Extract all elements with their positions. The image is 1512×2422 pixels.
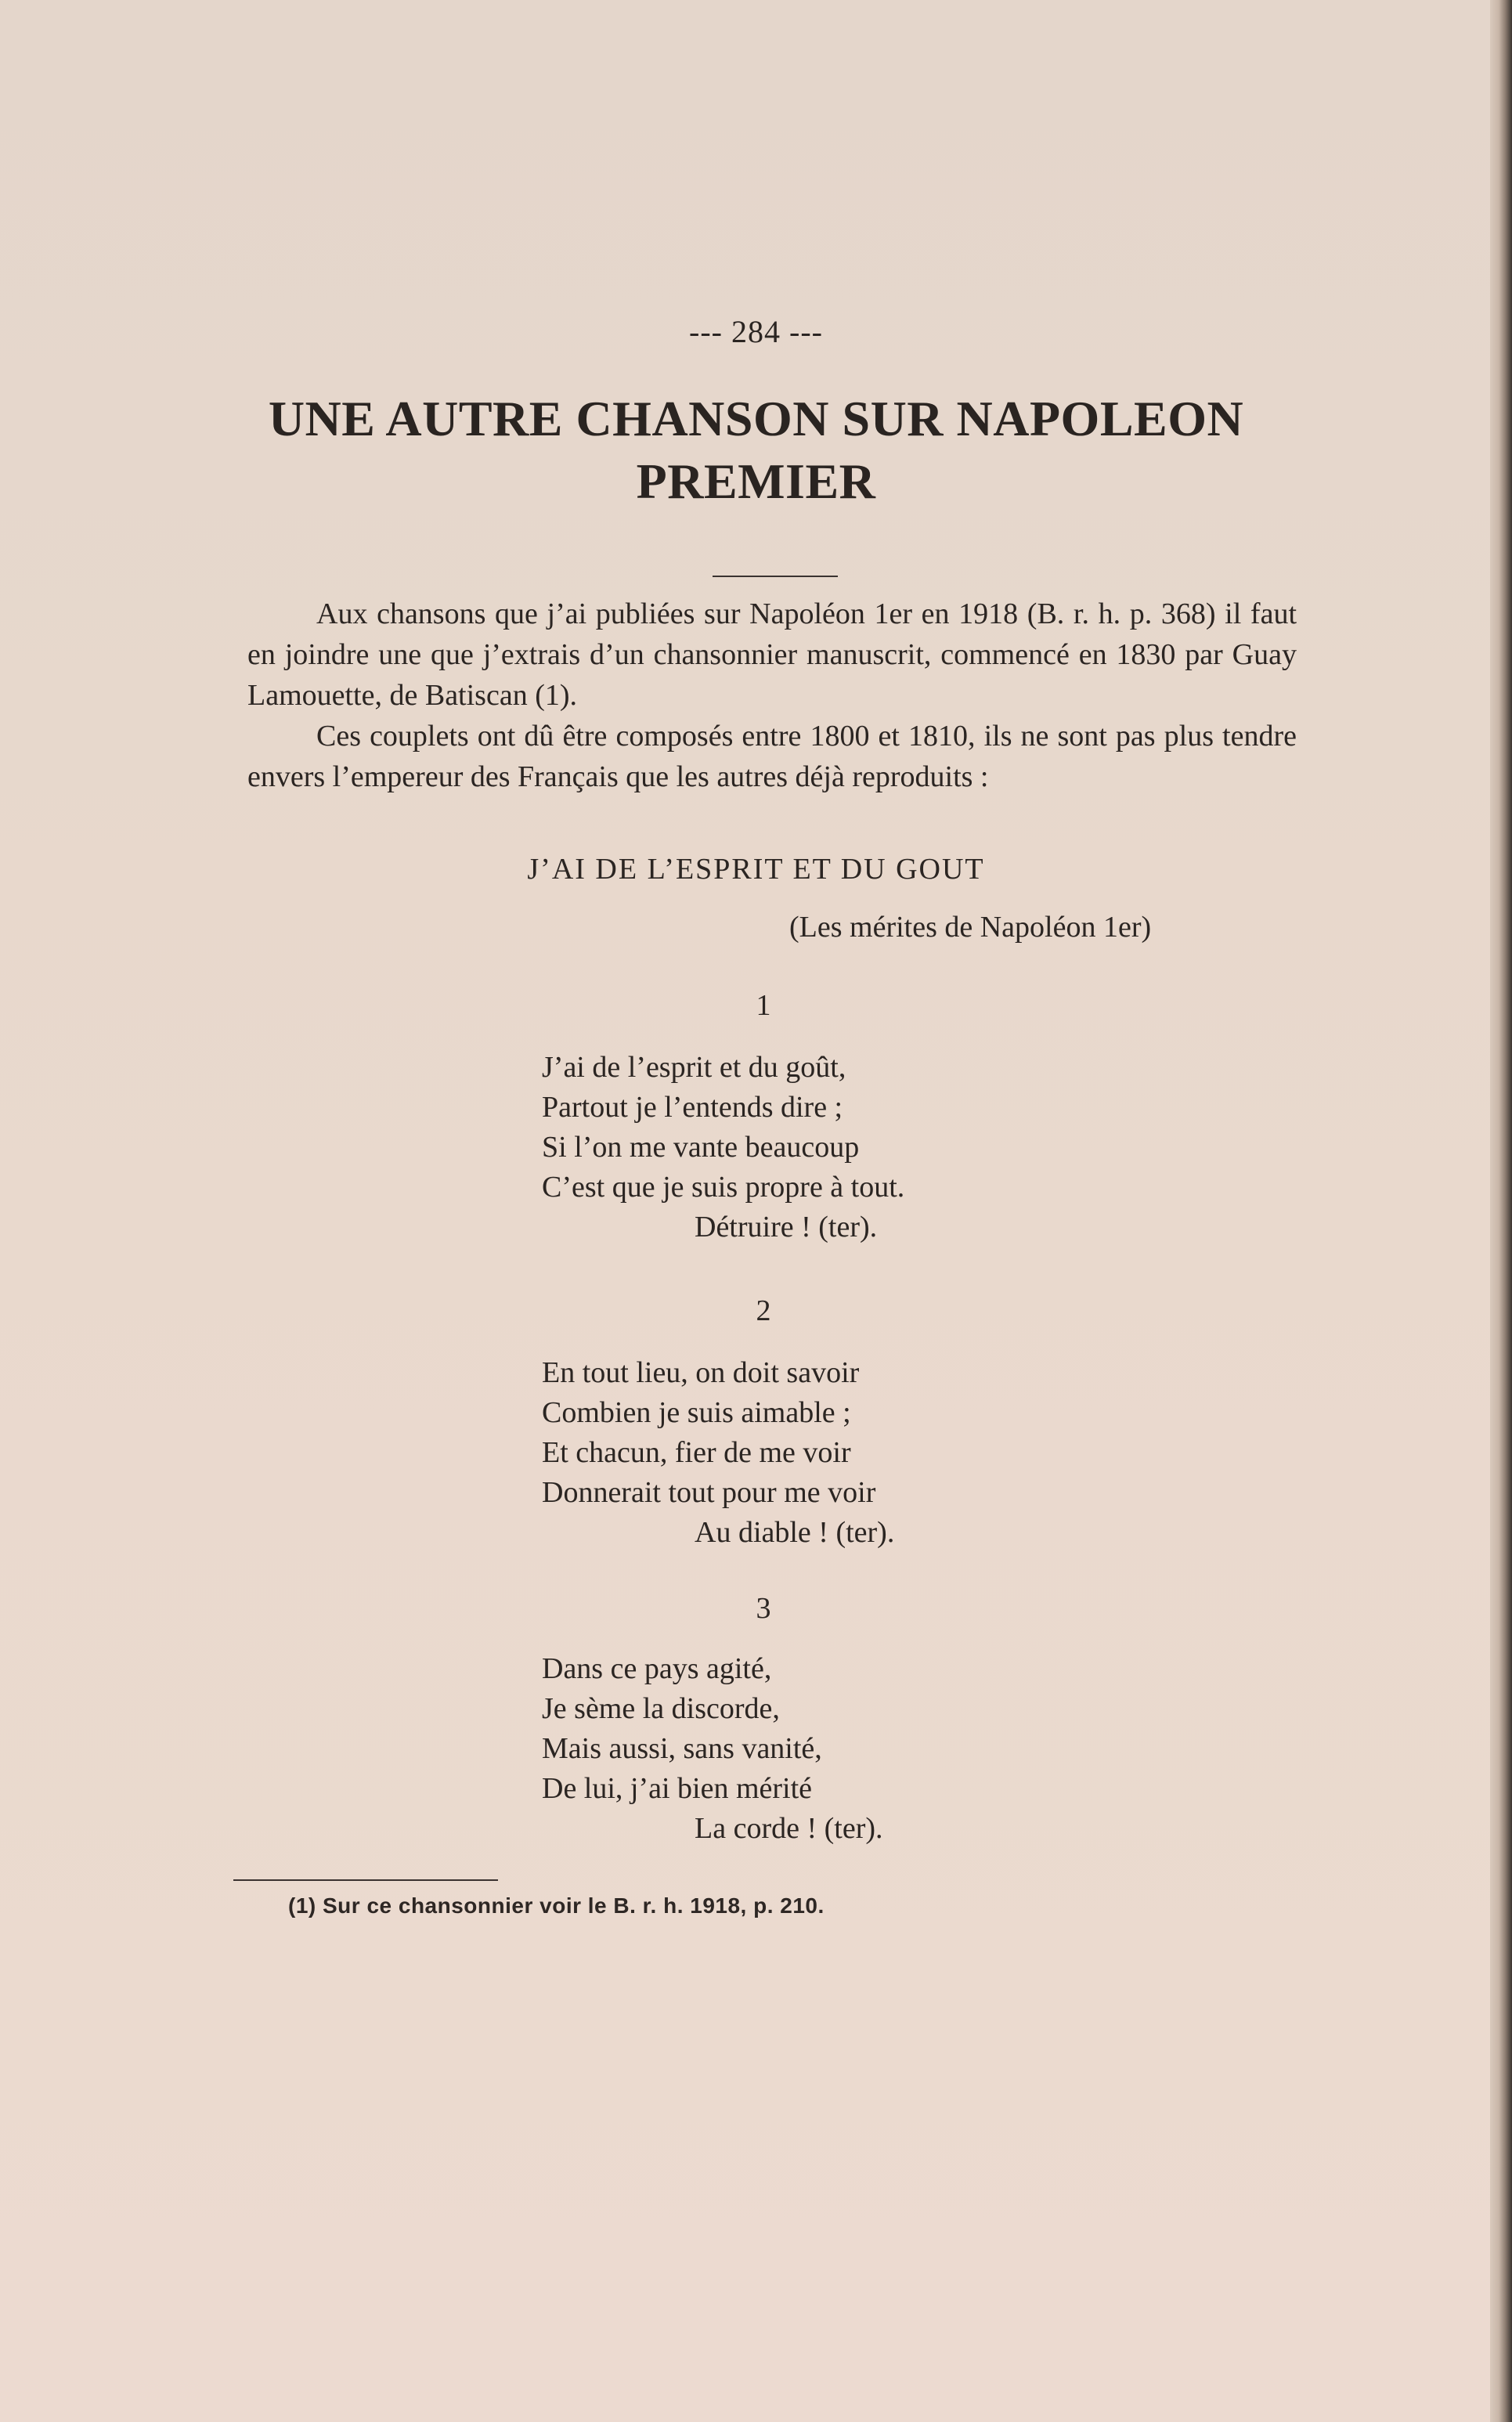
title-divider [713, 576, 838, 577]
stanza-refrain: La corde ! (ter). [695, 1812, 883, 1845]
stanza-number-2: 2 [756, 1294, 771, 1327]
stanza-line: Dans ce pays agité, [542, 1652, 772, 1685]
stanza-line: Et chacun, fier de me voir [542, 1436, 851, 1469]
stanza-refrain: Au diable ! (ter). [695, 1516, 895, 1549]
song-subtitle: (Les mérites de Napoléon 1er) [789, 911, 1152, 944]
stanza-line: Donnerait tout pour me voir [542, 1476, 876, 1509]
stanza-number-1: 1 [756, 989, 771, 1022]
stanza-line: Si l’on me vante beaucoup [542, 1131, 860, 1164]
stanza-1 [542, 1048, 904, 1247]
stanza-refrain: Détruire ! (ter). [695, 1211, 878, 1243]
page-edge [1490, 0, 1512, 2422]
stanza-line: C’est que je suis propre à tout. [542, 1171, 905, 1204]
song-title: J’AI DE L’ESPRIT ET DU GOUT [527, 853, 985, 886]
stanza-line: J’ai de l’esprit et du goût, [542, 1051, 846, 1084]
page-number: --- 284 --- [689, 314, 823, 349]
stanza-line: Partout je l’entends dire ; [542, 1091, 843, 1124]
footnote-divider [233, 1879, 498, 1881]
stanza-line: Combien je suis aimable ; [542, 1396, 851, 1429]
footnote: (1) Sur ce chansonnier voir le B. r. h. 1918, p. 210. [288, 1893, 825, 1918]
stanza-line: Mais aussi, sans vanité, [542, 1732, 822, 1765]
page-title [0, 388, 1512, 513]
title-line-1: UNE AUTRE CHANSON SUR NAPOLEON [268, 391, 1244, 446]
stanza-number-3: 3 [756, 1592, 771, 1625]
paragraph-2: Ces couplets ont dû être composés entre 1800 et 1810, ils ne sont pas plus tendre envers l’empereur des Français que les autres déjà reproduits : [247, 720, 1297, 793]
stanza-3 [542, 1649, 883, 1849]
title-line-2: PREMIER [636, 453, 876, 509]
stanza-2 [542, 1353, 894, 1553]
stanza-line: En tout lieu, on doit savoir [542, 1356, 860, 1389]
stanza-line: Je sème la discorde, [542, 1692, 780, 1725]
stanza-line: De lui, j’ai bien mérité [542, 1772, 813, 1805]
paragraph-1: Aux chansons que j’ai publiées sur Napoléon 1er en 1918 (B. r. h. p. 368) il faut en joindre une que j’extrais d’un chansonnier manuscrit, commencé en 1830 par Guay Lamouette, de Batiscan (1). [247, 597, 1297, 712]
